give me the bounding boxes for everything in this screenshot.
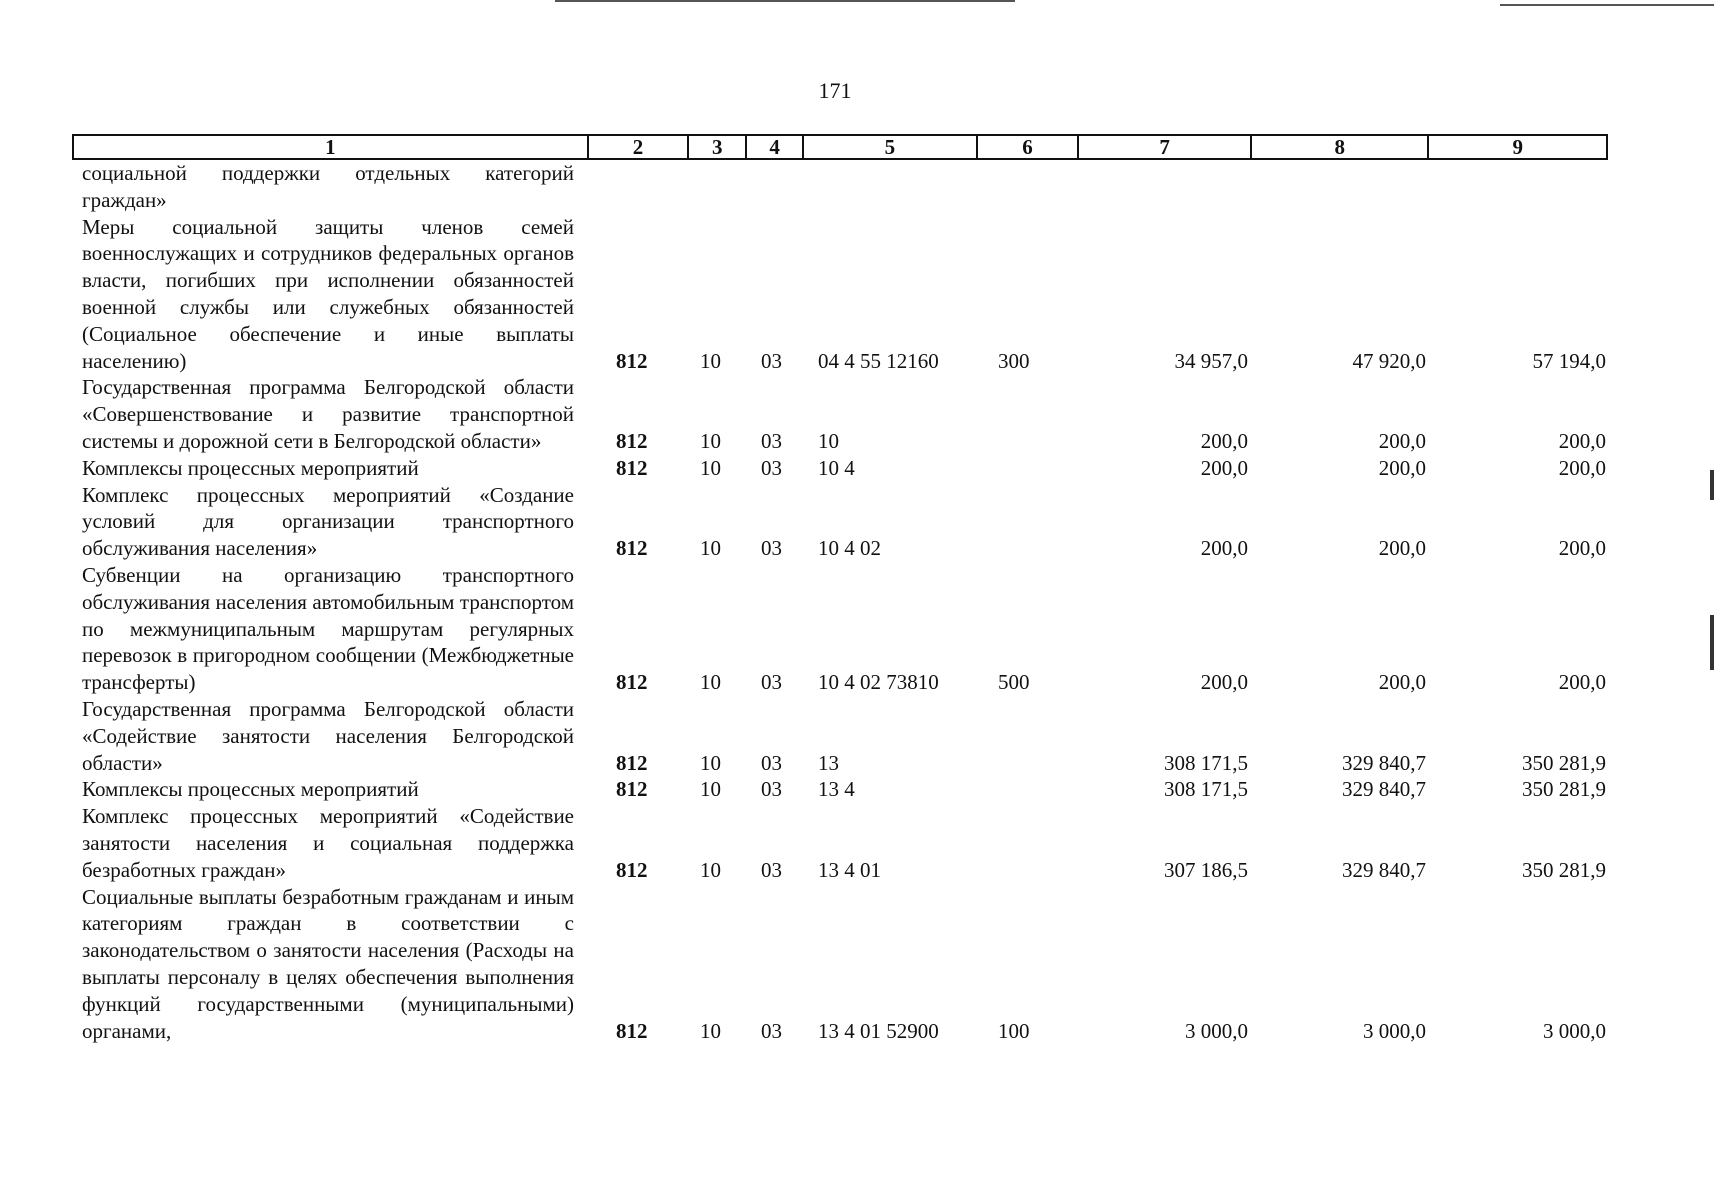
cell-col4: 03 xyxy=(761,750,782,775)
row-values xyxy=(574,160,1714,214)
column-header: 6 xyxy=(978,136,1080,158)
cell-col5: 13 xyxy=(818,750,839,775)
cell-col6: 500 xyxy=(998,670,1030,695)
cell-col5: 13 4 01 xyxy=(818,857,881,882)
row-values xyxy=(574,696,1714,776)
cell-col9: 350 281,9 xyxy=(1522,777,1606,802)
table-row xyxy=(0,803,1714,883)
cell-col9: 200,0 xyxy=(1558,670,1606,695)
column-header: 8 xyxy=(1252,136,1430,158)
cell-col9: 3 000,0 xyxy=(1543,1018,1606,1043)
row-description: Комплекс процессных мероприятий «Создание условий для организации транспортного обслуживания населения» xyxy=(82,482,574,561)
cell-col9: 200,0 xyxy=(1558,455,1606,480)
column-header: 3 xyxy=(689,136,747,158)
table-row xyxy=(0,562,1714,696)
cell-col8: 200,0 xyxy=(1378,455,1426,480)
column-header: 7 xyxy=(1079,136,1252,158)
cell-col8: 329 840,7 xyxy=(1342,777,1426,802)
row-values xyxy=(574,776,1714,803)
table-row xyxy=(0,884,1714,1045)
row-values xyxy=(574,455,1714,482)
cell-col7: 200,0 xyxy=(1200,428,1248,453)
cell-col5: 13 4 xyxy=(818,777,855,802)
row-description: Меры социальной защиты членов семей военнослужащих и сотрудников федеральных органов власти, погибших при исполнении обязанностей военной службы или служебных обязанностей (Социальное обеспечение и иные выплаты населению) xyxy=(82,214,574,373)
table-row xyxy=(0,482,1714,562)
cell-col4: 03 xyxy=(761,348,782,373)
column-header: 1 xyxy=(74,136,589,158)
cell-col3: 10 xyxy=(700,750,721,775)
cell-col4: 03 xyxy=(761,536,782,561)
cell-col7: 200,0 xyxy=(1200,536,1248,561)
column-header: 9 xyxy=(1512,134,1523,159)
cell-col7: 3 000,0 xyxy=(1185,1018,1248,1043)
cell-col8: 3 000,0 xyxy=(1363,1018,1426,1043)
table-row xyxy=(0,776,1714,803)
cell-col8: 200,0 xyxy=(1378,428,1426,453)
cell-col3: 10 xyxy=(700,428,721,453)
cell-col5: 13 4 01 52900 xyxy=(818,1018,939,1043)
row-description: Комплексы процессных мероприятий xyxy=(82,777,419,802)
cell-col9: 200,0 xyxy=(1558,536,1606,561)
cell-col2: 812 xyxy=(616,857,648,882)
cell-col8: 47 920,0 xyxy=(1352,348,1426,373)
cell-col8: 200,0 xyxy=(1378,670,1426,695)
table-header xyxy=(72,134,1608,160)
row-description: Комплекс процессных мероприятий «Содействие занятости населения и социальная поддержка безработных граждан» xyxy=(82,804,574,882)
cell-col2: 812 xyxy=(616,777,648,802)
cell-col2: 812 xyxy=(616,536,648,561)
cell-col7: 308 171,5 xyxy=(1164,750,1248,775)
cell-col7: 34 957,0 xyxy=(1174,348,1248,373)
row-description: Социальные выплаты безработным гражданам и иным категориям граждан в соответствии с законодательством о занятости населения (Расходы на выплаты персоналу в целях обеспечения выполнения функций государственными (муниципальными) органами, xyxy=(82,884,574,1043)
cell-col4: 03 xyxy=(761,1018,782,1043)
table-row xyxy=(0,214,1714,375)
cell-col5: 10 4 xyxy=(818,455,855,480)
cell-col8: 200,0 xyxy=(1378,536,1426,561)
cell-col9: 200,0 xyxy=(1558,428,1606,453)
row-values xyxy=(574,214,1714,375)
row-description: социальной поддержки отдельных категорий граждан» xyxy=(82,161,574,212)
cell-col3: 10 xyxy=(700,455,721,480)
cell-col4: 03 xyxy=(761,857,782,882)
cell-col4: 03 xyxy=(761,455,782,480)
column-header: 2 xyxy=(589,136,690,158)
cell-col8: 329 840,7 xyxy=(1342,750,1426,775)
cell-col7: 308 171,5 xyxy=(1164,777,1248,802)
cell-col8: 329 840,7 xyxy=(1342,857,1426,882)
page-number: 171 xyxy=(818,78,852,103)
table-row xyxy=(0,455,1714,482)
cell-col3: 10 xyxy=(700,1018,721,1043)
cell-col4: 03 xyxy=(761,670,782,695)
table-body xyxy=(0,160,1714,1044)
row-description: Субвенции на организацию транспортного обслуживания населения автомобильным транспортом по межмуниципальным маршрутам регулярных перевозок в пригородном сообщении (Межбюджетные трансферты) xyxy=(82,562,574,695)
cell-col9: 350 281,9 xyxy=(1522,750,1606,775)
row-values xyxy=(574,884,1714,1045)
cell-col2: 812 xyxy=(616,348,648,373)
cell-col5: 10 4 02 73810 xyxy=(818,670,939,695)
cell-col2: 812 xyxy=(616,1018,648,1043)
row-values xyxy=(574,562,1714,696)
cell-col5: 10 4 02 xyxy=(818,536,881,561)
row-description: Государственная программа Белгородской области «Содействие занятости населения Белгородской области» xyxy=(82,696,574,775)
row-values xyxy=(574,803,1714,883)
column-header: 5 xyxy=(804,136,978,158)
cell-col9: 350 281,9 xyxy=(1522,857,1606,882)
cell-col3: 10 xyxy=(700,536,721,561)
cell-col7: 200,0 xyxy=(1200,455,1248,480)
cell-col3: 10 xyxy=(700,777,721,802)
cell-col3: 10 xyxy=(700,670,721,695)
cell-col7: 200,0 xyxy=(1200,670,1248,695)
row-values xyxy=(574,374,1714,454)
table-row xyxy=(0,374,1714,454)
cell-col3: 10 xyxy=(700,857,721,882)
row-description: Государственная программа Белгородской области «Совершенствование и развитие транспортной системы и дорожной сети в Белгородской области» xyxy=(82,375,574,453)
cell-col9: 57 194,0 xyxy=(1532,348,1606,373)
cell-col5: 10 xyxy=(818,428,839,453)
scan-artifact-line xyxy=(1500,4,1714,6)
column-header: 4 xyxy=(747,136,804,158)
cell-col2: 812 xyxy=(616,750,648,775)
table-row xyxy=(0,696,1714,776)
row-values xyxy=(574,482,1714,562)
cell-col5: 04 4 55 12160 xyxy=(818,348,939,373)
cell-col7: 307 186,5 xyxy=(1164,857,1248,882)
cell-col4: 03 xyxy=(761,777,782,802)
scan-artifact-line xyxy=(555,0,1015,2)
cell-col4: 03 xyxy=(761,428,782,453)
cell-col2: 812 xyxy=(616,670,648,695)
cell-col2: 812 xyxy=(616,428,648,453)
table-row xyxy=(0,160,1714,214)
cell-col2: 812 xyxy=(616,455,648,480)
cell-col6: 300 xyxy=(998,348,1030,373)
row-description: Комплексы процессных мероприятий xyxy=(82,455,419,480)
cell-col6: 100 xyxy=(998,1018,1030,1043)
cell-col3: 10 xyxy=(700,348,721,373)
